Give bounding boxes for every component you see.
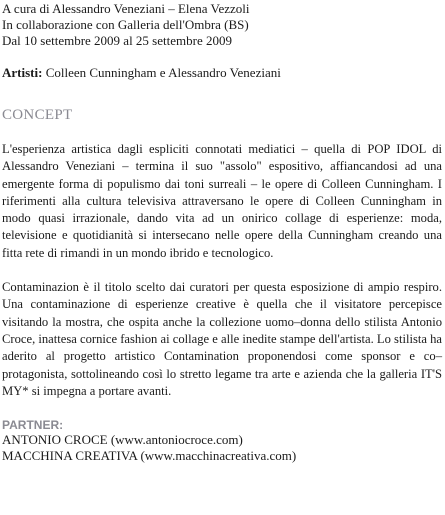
artists-label: Artisti: <box>2 65 43 80</box>
concept-paragraph-2: Contaminazion è il titolo scelto dai curatori per questa esposizione di ampio respiro. Una contaminazione di esperienze creative è quella che il visitatore percepisce visitando la mostra, che ospita anche la collezione uomo–donna dello stilista Antonio Croce, inattesa cornice fashion ai collage e alle inedite stampe dell'artista. Lo stilista ha aderito al progetto artistico Contamination proponendosi come sponsor e co–protagonista, sottolineando così lo stretto legame tra arte e azienda che la galleria IT'S MY* si impegna a portare avanti. <box>2 280 442 398</box>
curators-line: A cura di Alessandro Veneziani – Elena Vezzoli <box>2 1 250 16</box>
credits-block <box>2 1 442 49</box>
partner-item-antonio-croce: ANTONIO CROCE (www.antoniocroce.com) <box>2 432 243 448</box>
article-content <box>2 1 442 464</box>
concept-heading: CONCEPT <box>2 107 73 123</box>
concept-paragraph-1: L'esperienza artistica dagli espliciti connotati mediatici – quella di POP IDOL di Alessandro Veneziani – termina il suo "assolo" espositivo, affiancandosi ad una emergente forma di populismo dai toni surreali – le opere di Colleen Cunningham. I riferimenti alla cultura televisiva attraversano le opere di Colleen Cunningham in modo quasi irrazionale, dando vita ad un onirico collage di esperienze: moda, televisione e quotidianità si intersecano nelle opere della Cunningham creando una fitta rete di rimandi in un mondo ibrido e tecnologico. <box>2 142 442 260</box>
artists-line <box>2 65 442 81</box>
dates-line: Dal 10 settembre 2009 al 25 settembre 2009 <box>2 33 232 48</box>
partner-item-macchina-creativa: MACCHINA CREATIVA (www.macchinacreativa.com) <box>2 448 297 464</box>
collaboration-line: In collaborazione con Galleria dell'Ombra (BS) <box>2 17 249 32</box>
partner-heading: PARTNER: <box>2 418 64 433</box>
partner-list <box>2 432 442 464</box>
artists-names: Colleen Cunningham e Alessandro Veneziani <box>45 65 281 80</box>
